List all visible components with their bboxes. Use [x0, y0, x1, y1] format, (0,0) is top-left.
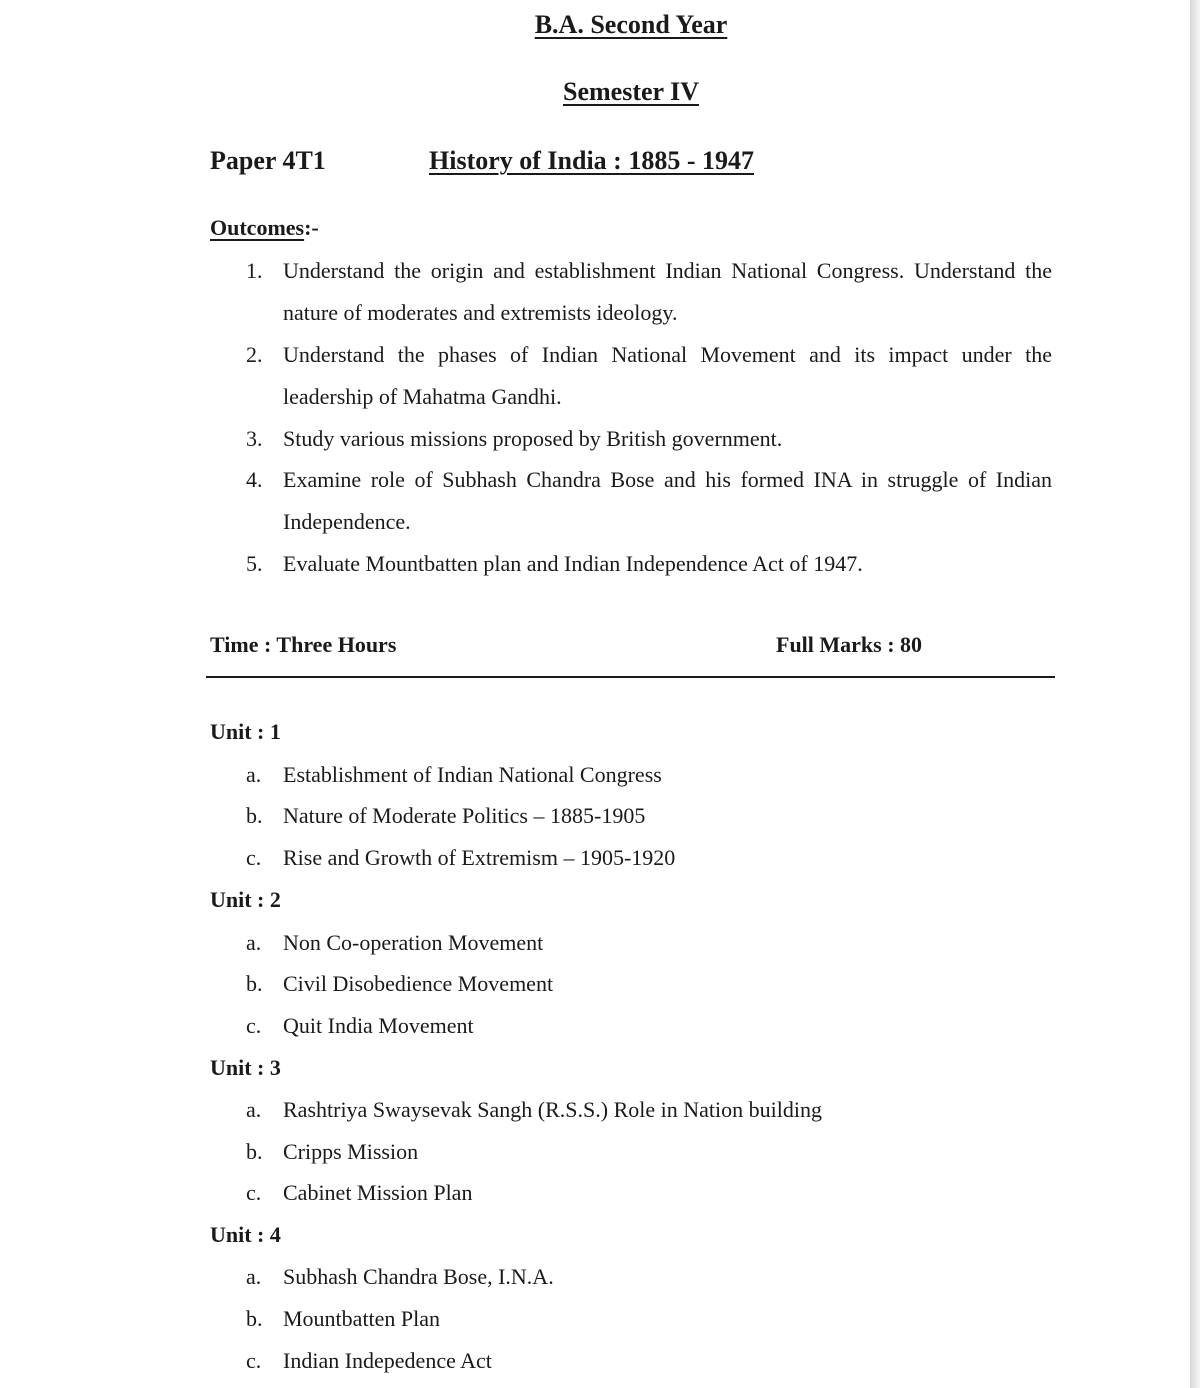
- topic-text: Rise and Growth of Extremism – 1905-1920: [283, 845, 676, 870]
- outcome-item: [246, 543, 1052, 585]
- topic-letter: b.: [246, 971, 263, 996]
- outcomes-heading-suffix: :-: [304, 215, 319, 240]
- topic-letter: a.: [246, 930, 262, 955]
- topic-text: Non Co-operation Movement: [283, 930, 544, 955]
- topic-text: Rashtriya Swaysevak Sangh (R.S.S.) Role in Nation building: [283, 1097, 822, 1122]
- section-divider: [206, 676, 1055, 678]
- outcomes-heading-label: Outcomes: [210, 215, 305, 240]
- outcome-text: Examine role of Subhash Chandra Bose and his formed INA in struggle of Indian Independence.: [283, 467, 1052, 534]
- exam-time: Time : Three Hours: [210, 632, 397, 657]
- outcome-item: [246, 334, 1052, 418]
- topic-letter: a.: [246, 1264, 262, 1289]
- topic-text: Nature of Moderate Politics – 1885-1905: [283, 803, 646, 828]
- unit-heading: Unit : 4: [210, 1222, 281, 1247]
- topic-text: Subhash Chandra Bose, I.N.A.: [283, 1264, 554, 1289]
- outcome-item: [246, 418, 1052, 460]
- outcome-text: Study various missions proposed by British government.: [283, 426, 783, 451]
- unit-heading: Unit : 2: [210, 887, 281, 912]
- topic-letter: b.: [246, 803, 263, 828]
- course-year-heading: B.A. Second Year: [534, 10, 728, 39]
- outcome-number: 1.: [246, 258, 263, 283]
- outcome-number: 5.: [246, 551, 263, 576]
- topic-letter: b.: [246, 1306, 263, 1331]
- topic-letter: a.: [246, 762, 262, 787]
- topic-letter: c.: [246, 1013, 262, 1038]
- semester-heading: Semester IV: [563, 77, 699, 106]
- topic-letter: c.: [246, 845, 262, 870]
- paper-title: History of India : 1885 - 1947: [429, 146, 754, 175]
- topic-text: Indian Indepedence Act: [283, 1348, 492, 1373]
- topic-text: Cripps Mission: [283, 1139, 419, 1164]
- outcome-text: Understand the phases of Indian National Movement and its impact under the leadership of Mahatma Gandhi.: [283, 342, 1052, 409]
- outcome-number: 3.: [246, 426, 263, 451]
- outcome-number: 4.: [246, 467, 263, 492]
- unit-heading: Unit : 1: [210, 719, 281, 744]
- full-marks: Full Marks : 80: [776, 632, 923, 657]
- topic-letter: c.: [246, 1348, 262, 1373]
- unit-heading: Unit : 3: [210, 1055, 281, 1080]
- topic-text: Quit India Movement: [283, 1013, 474, 1038]
- topic-text: Establishment of Indian National Congress: [283, 762, 662, 787]
- topic-letter: c.: [246, 1180, 262, 1205]
- outcome-text: Evaluate Mountbatten plan and Indian Independence Act of 1947.: [283, 551, 863, 576]
- paper-code: Paper 4T1: [210, 146, 326, 175]
- topic-text: Mountbatten Plan: [283, 1306, 441, 1331]
- outcomes-heading: [210, 215, 319, 241]
- outcome-text: Understand the origin and establishment Indian National Congress. Understand the nature of moderates and extremists ideology.: [283, 258, 1052, 325]
- topic-letter: b.: [246, 1139, 263, 1164]
- topic-text: Civil Disobedience Movement: [283, 971, 554, 996]
- outcome-item: [246, 459, 1052, 543]
- topic-text: Cabinet Mission Plan: [283, 1180, 473, 1205]
- outcome-item: [246, 250, 1052, 334]
- topic-letter: a.: [246, 1097, 262, 1122]
- page-edge-shadow: [1190, 0, 1200, 1388]
- outcome-number: 2.: [246, 342, 263, 367]
